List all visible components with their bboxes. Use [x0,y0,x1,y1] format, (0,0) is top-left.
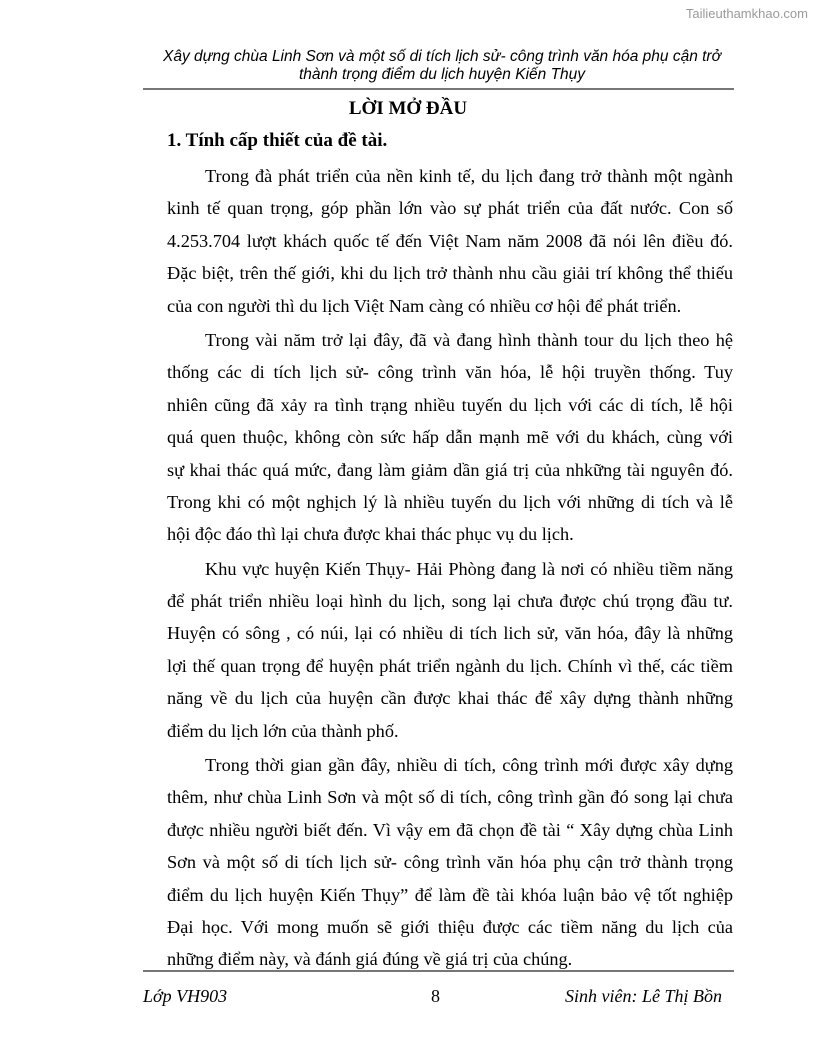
page-title: LỜI MỞ ĐẦU [348,98,468,119]
text-line: điểm du lịch lớn của thành phố. [167,720,399,741]
text-line: để phát triển nhiều loại hình du lịch, song lại chưa được chú trọng đầu tư. [167,591,733,612]
text-line: Trong khi có một nghịch lý là nhiều tuyến du lịch với những di tích và lễ [167,491,733,512]
text-line: Khu vực huyện Kiến Thụy- Hải Phòng đang là nơi có nhiều tiềm năng [205,558,733,579]
text-line: 4.253.704 lượt khách quốc tế đến Việt Nam năm 2008 đã nói lên điều đó. [167,230,733,251]
paragraph [167,324,733,551]
watermark: Tailieuthamkhao.com [685,6,808,21]
text-line: Đại học. Với mong muốn sẽ giới thiệu được các tiềm năng du lịch của [167,916,733,937]
header-line-1: Xây dựng chùa Linh Sơn và một số di tích lịch sử- công trình văn hóa phụ cận trở [163,48,721,65]
paragraph [167,749,733,976]
footer-divider [143,970,734,972]
text-line: năng về du lịch của huyện cần được khai thác để xây dựng thành những [167,688,733,709]
header-line-2: thành trọng điểm du lịch huyện Kiến Thụy [298,66,586,83]
header-divider [143,88,734,90]
running-header [143,48,741,84]
text-line: lợi thế quan trọng để huyện phát triển ngành du lịch. Chính vì thế, các tiềm [167,655,733,676]
text-line: của con người thì du lịch Việt Nam càng có nhiều cơ hội để phát triển. [167,295,682,316]
text-line: thêm, như chùa Linh Sơn và một số di tích, công trình gần đó song lại chưa [167,787,733,808]
text-line: Trong thời gian gần đây, nhiều di tích, công trình mới được xây dựng [205,755,733,776]
text-line: những điểm này, và đánh giá đúng về giá trị của chúng. [167,949,573,970]
text-line: Đặc biệt, trên thế giới, khi du lịch trở thành nhu cầu giải trí không thể thiếu [167,263,733,284]
text-line: Sơn và một số di tích lịch sử- công trình văn hóa phụ cận trở thành trọng [167,852,733,873]
text-line: nhiên cũng đã xảy ra tình trạng nhiều tuyến du lịch với các di tích, lễ hội [167,394,733,415]
footer-class: Lớp VH903 [143,986,228,1006]
text-line: thống các di tích lịch sử- công trình văn hóa, lễ hội truyền thống. Tuy [167,362,733,383]
body-text [167,160,733,978]
text-line: sự khai thác quá mức, đang làm giảm dần giá trị của nhkững tài nguyên đó. [167,459,733,480]
paragraph [167,553,733,747]
text-line: kinh tế quan trọng, góp phần lớn vào sự phát triển của đất nước. Con số [167,198,733,219]
text-line: Huyện có sông , có núi, lại có nhiều di tích lich sử, văn hóa, đây là những [167,623,733,644]
section-heading: 1. Tính cấp thiết của đề tài. [167,130,388,151]
footer-student: Sinh viên: Lê Thị Bồn [565,986,722,1006]
text-line: Trong đà phát triển của nền kinh tế, du lịch đang trở thành một ngành [205,166,733,186]
page-number: 8 [431,986,440,1006]
text-line: Trong vài năm trở lại đây, đã và đang hình thành tour du lịch theo hệ [205,329,733,350]
text-line: điểm du lịch huyện Kiến Thụy” để làm đề tài khóa luận bảo vệ tốt nghiệp [167,884,733,905]
text-line: quá quen thuộc, không còn sức hấp dẫn mạnh mẽ với du khách, cùng với [167,427,733,448]
paragraph [167,160,733,322]
text-line: hội độc đáo thì lại chưa được khai thác phục vụ du lịch. [167,524,574,545]
text-line: được nhiều người biết đến. Vì vậy em đã chọn đề tài “ Xây dựng chùa Linh [167,819,733,840]
